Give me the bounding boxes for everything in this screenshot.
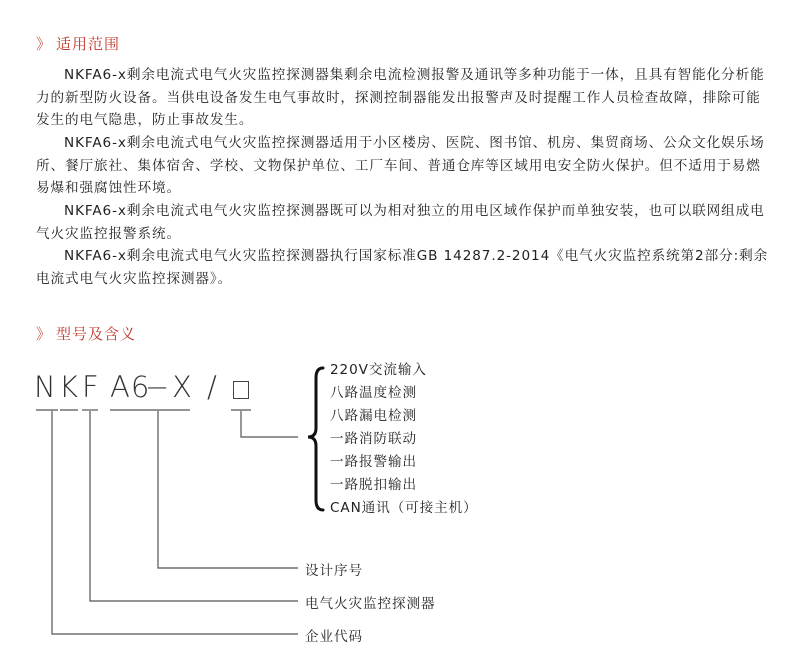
- function-item-6: 一路脱扣输出: [330, 477, 417, 493]
- scope-paragraph-4: NKFA6-x剩余电流式电气火灾监控探测器执行国家标准GB 14287.2-2014《电气火灾监控系统第2部分:剩余电流式电气火灾监控探测器》。: [36, 248, 769, 287]
- label-company: 企业代码: [305, 629, 363, 645]
- model-code-k: K: [59, 370, 80, 404]
- box-connector: [241, 411, 298, 437]
- scope-paragraph-2: NKFA6-x剩余电流式电气火灾监控探测器适用于小区楼房、医院、图书馆、机房、集贸商场、公众文化娱乐场所、餐厅旅社、集体宿舍、学校、文物保护单位、工厂车间、普通仓库等区域用电安全防火保护。但不适用于易燃易爆和强腐蚀性环境。: [36, 135, 765, 196]
- chevron-icon: 》: [36, 325, 53, 343]
- function-item-3: 八路漏电检测: [330, 408, 417, 424]
- function-item-5: 一路报警输出: [330, 454, 417, 470]
- product-connector: [90, 411, 298, 601]
- label-design-seq: 设计序号: [305, 563, 363, 579]
- function-brace: [308, 368, 323, 510]
- model-title-text: 型号及含义: [56, 325, 137, 343]
- model-code-slash: /: [207, 370, 218, 404]
- model-code-n: N: [34, 370, 57, 404]
- label-product: 电气火灾监控探测器: [305, 596, 436, 612]
- model-code-f: F: [82, 370, 100, 404]
- model-code-dash: −: [145, 370, 171, 404]
- function-item-7: CAN通讯（可接主机）: [330, 500, 478, 516]
- model-code-a6: A6: [110, 370, 151, 404]
- scope-title-text: 适用范围: [56, 35, 121, 53]
- function-item-2: 八路温度检测: [330, 385, 417, 401]
- function-item-1: 220V交流输入: [330, 362, 427, 378]
- model-code-x: X: [172, 370, 193, 404]
- scope-paragraph-3: NKFA6-x剩余电流式电气火灾监控探测器既可以为相对独立的用电区域作保护而单独安装，也可以联网组成电气火灾监控报警系统。: [36, 203, 765, 242]
- function-item-4: 一路消防联动: [330, 431, 417, 447]
- chevron-icon: 》: [36, 35, 53, 53]
- design-seq-connector: [158, 411, 298, 568]
- scope-paragraph-1: NKFA6-x剩余电流式电气火灾监控探测器集剩余电流检测报警及通讯等多种功能于一体，且具有智能化分析能力的新型防火设备。当供电设备发生电气事故时，探测控制器能发出报警声及时提醒工作人员检查故障，排除可能发生的电气隐患，防止事故发生。: [36, 67, 765, 128]
